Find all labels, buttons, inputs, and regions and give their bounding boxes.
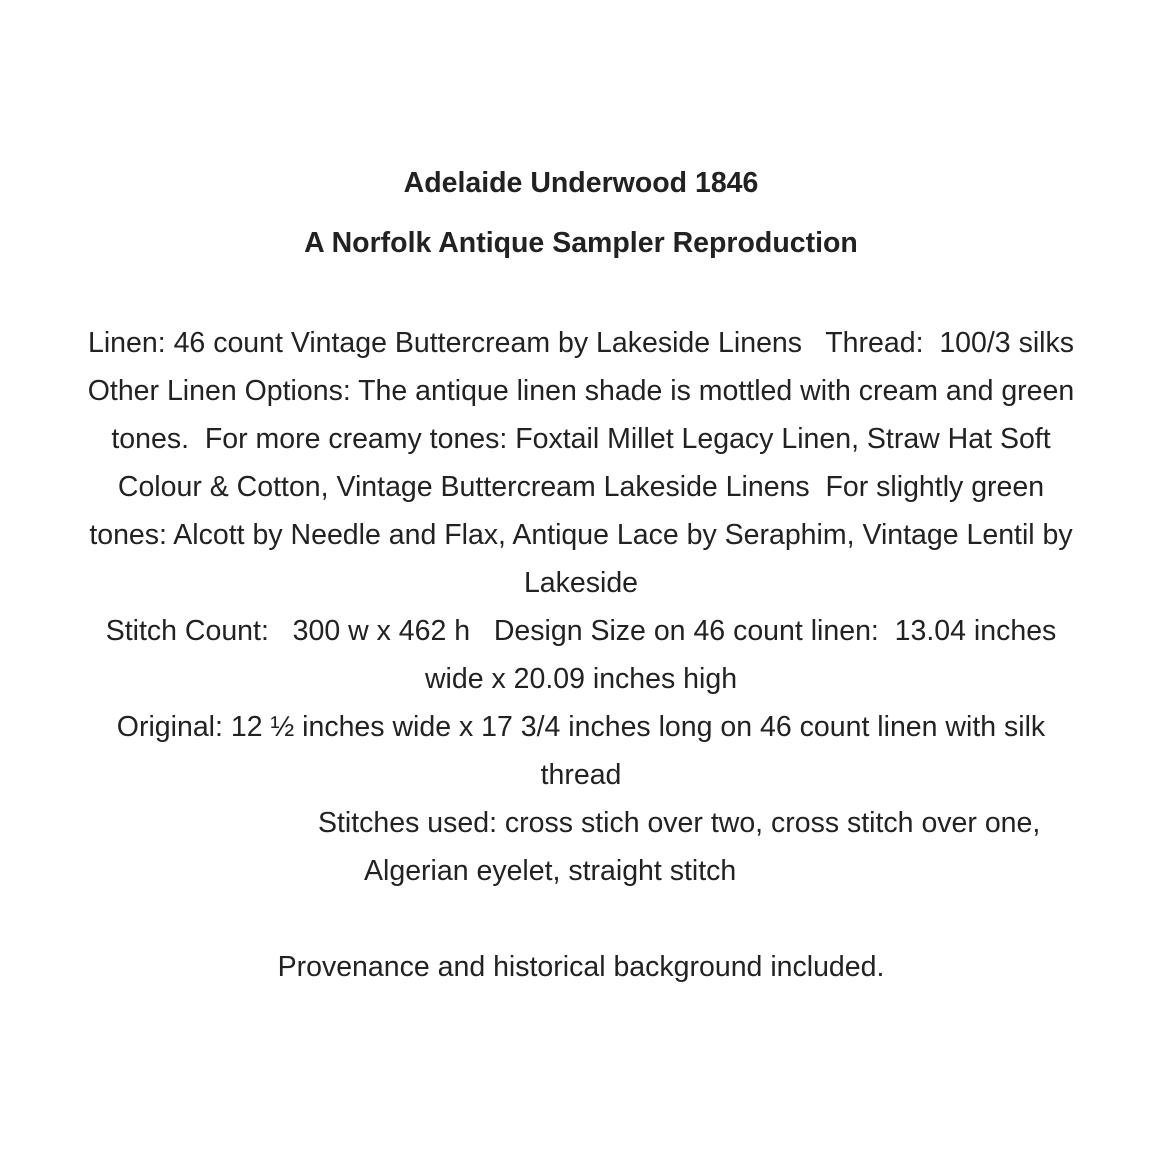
stitches-used-line: Algerian eyelet, straight stitch bbox=[364, 855, 737, 887]
linen-thread-line: Linen: 46 count Vintage Buttercream by Lakeside Linens Thread: 100/3 silks bbox=[88, 327, 1074, 359]
original-size-line: Original: 12 ½ inches wide x 17 3/4 inches long on 46 count linen with silk bbox=[116, 711, 1046, 743]
page-subtitle: A Norfolk Antique Sampler Reproduction bbox=[304, 227, 858, 259]
linen-options-line: Lakeside bbox=[523, 567, 639, 599]
page-title: Adelaide Underwood 1846 bbox=[403, 167, 759, 199]
stitch-count-line: Stitch Count: 300 w x 462 h Design Size on 46 count linen: 13.04 inches bbox=[105, 615, 1057, 647]
linen-options-line: Other Linen Options: The antique linen shade is mottled with cream and green bbox=[87, 375, 1075, 407]
original-size-line: thread bbox=[540, 759, 622, 791]
stitches-used-line: Stitches used: cross stich over two, cross stitch over one, bbox=[318, 807, 1041, 839]
linen-options-line: Colour & Cotton, Vintage Buttercream Lakeside Linens For slightly green bbox=[117, 471, 1045, 503]
linen-options-line: tones: Alcott by Needle and Flax, Antique Lace by Seraphim, Vintage Lentil by bbox=[89, 519, 1073, 551]
linen-options-line: tones. For more creamy tones: Foxtail Millet Legacy Linen, Straw Hat Soft bbox=[111, 423, 1051, 455]
provenance-note: Provenance and historical background included. bbox=[277, 951, 885, 983]
design-size-line: wide x 20.09 inches high bbox=[424, 663, 738, 695]
